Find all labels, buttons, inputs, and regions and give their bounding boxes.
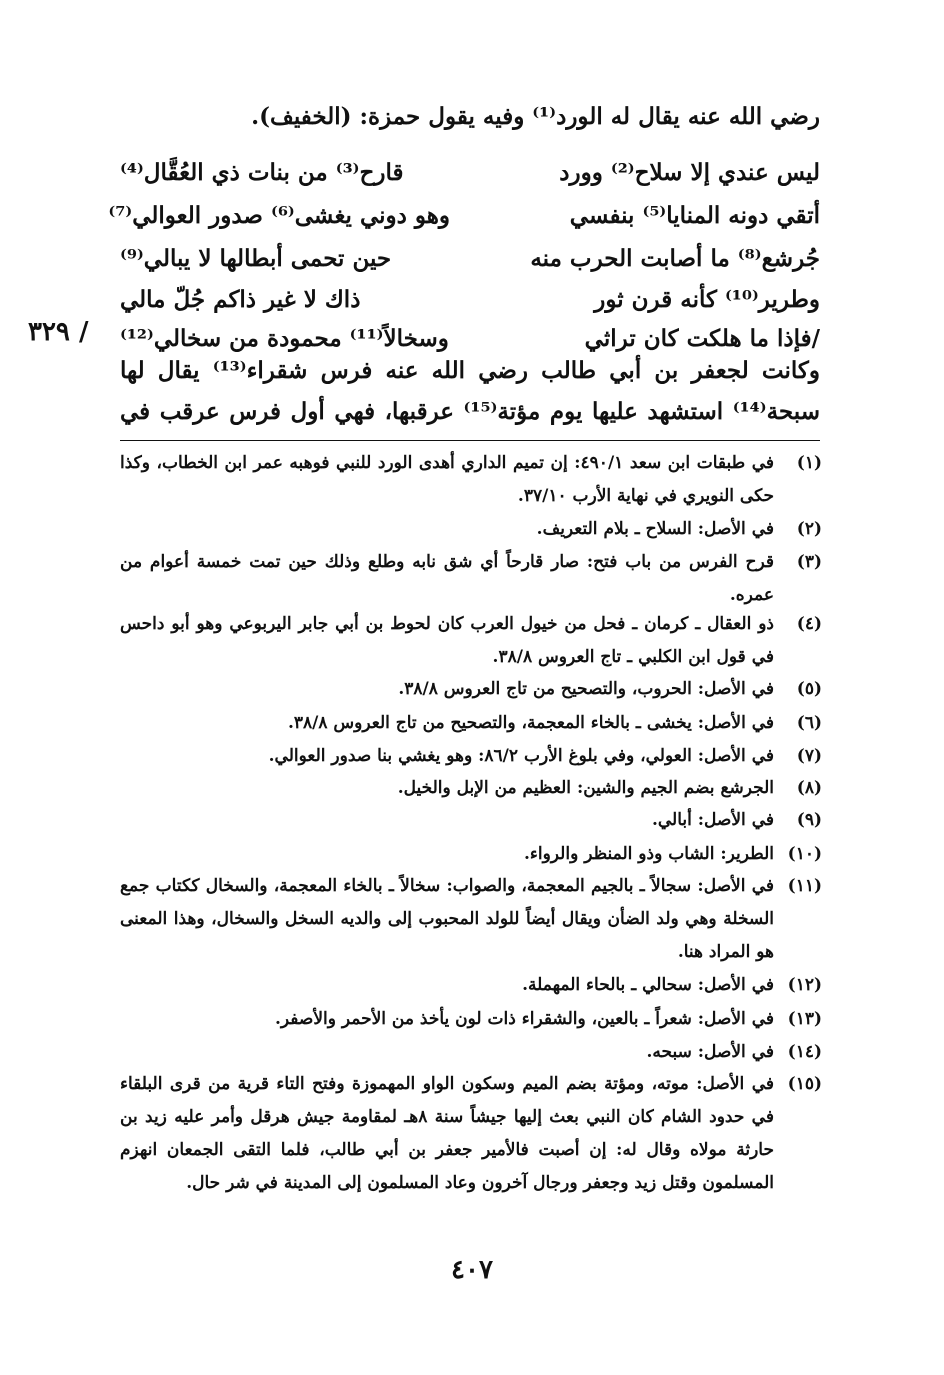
verse-line [120,238,820,278]
footnote-number: (٢) [796,519,822,539]
verse-second-hemistich: حين تحمى أبطالها لا يبالي⁽⁹⁾ [120,244,392,272]
footnote-number: (٦) [796,713,822,733]
footnote [120,740,830,773]
footnote-text: في الأصل: السلاح ـ بلام التعريف. [536,519,774,539]
footnote [120,608,830,674]
footnote-number: (٧) [796,746,822,766]
footnote-number: (١٢) [787,975,822,995]
verse-first-hemistich: جُرشع⁽⁸⁾ ما أصابت الحرب منه [530,244,820,272]
verse-second-hemistich: وسخالاً⁽¹¹⁾ محمودة من سخالي⁽¹²⁾ [120,324,449,352]
footnote [120,673,830,706]
verse-line [120,152,820,192]
page-number: ٤٠٧ [451,1255,493,1285]
footnote [120,969,830,1002]
verse-line [120,318,820,358]
footnote-text: في الأصل: العولي، وفي بلوغ الأرب ٨٦/٢: وهو يغشي بنا صدور العوالي. [268,746,774,766]
footnote-text: في الأصل: الحروب، والتصحيح من تاج العروس ٣٨/٨. [398,679,774,699]
footnote-text: قرح الفرس من باب فتح: صار قارحاً أي شق نابه وطلع وذلك حين تمت خمسة أعوام من عمره. [120,552,774,605]
prose-line: سبحة⁽¹⁴⁾ استشهد عليها يوم مؤتة⁽¹⁵⁾ عرقبها، فهي أول فرس عرقب في [120,398,820,425]
footnote-number: (١٠) [787,844,822,864]
footnote-number: (٤) [796,614,822,634]
footnote-text: في الأصل: موته، ومؤتة بضم الميم وسكون الواو المهموزة وفتح التاء قرية من قرى البلقاء في حدود الشام كان النبي بعث إليها جيشاً سنة ٨هـ لمقاومة جيش هرقل وأمر عليه زيد بن حارثة مولاه وقال له: إن أصبت فالأمير جعفر بن أبي طالب، فلما التقى الجمعان انهزم المسلمون وقتل زيد وجعفر ورجال آخرون وعاد المسلمون إلى المدينة في شر حال. [120,1074,774,1193]
footnote-number: (١٤) [787,1042,822,1062]
footnote [120,838,830,871]
footnote-text: في الأصل: سحالي ـ بالحاء المهملة. [522,975,774,995]
footnote-number: (١٣) [787,1009,822,1029]
footnote [120,1003,830,1036]
footnote [120,513,830,546]
footnote [120,447,830,513]
margin-page-reference: ٣٢٩ / [28,317,89,347]
footnote-number: (١٥) [787,1074,822,1094]
footnote-number: (٩) [796,810,822,830]
footnote-number: (٨) [796,778,822,798]
footnote-text: في الأصل: سبحه. [646,1042,774,1062]
prose-line: وكانت لجعفر بن أبي طالب رضي الله عنه فرس شقراء⁽¹³⁾ يقال لها [120,357,820,384]
footnote-text: في الأصل: أبالي. [651,810,774,830]
footnote [120,1068,830,1200]
footnote-text: في الأصل: سجالاً ـ بالجيم المعجمة، والصواب: سخالاً ـ بالخاء المعجمة، والسخال ككتاب جمع السخلة وهي ولد الضأن ويقال أيضاً للولد المحبوب إلى والديه السخل والسخال، وهذا المعنى هو المراد هنا. [120,876,774,962]
verse-line [120,279,820,319]
footnote-text: الجرشع بضم الجيم والشين: العظيم من الإبل والخيل. [397,778,774,798]
footnote-number: (١١) [787,876,822,896]
footnote-text: في الأصل: يخشى ـ بالخاء المعجمة، والتصحيح من تاج العروس ٣٨/٨. [287,713,774,733]
footnote [120,1036,830,1069]
footnote-text: ذو العقال ـ كرمان ـ فحل من خيول العرب كان لحوط بن أبي جابر اليربوعي وهو أبو داحس في قول ابن الكلبي ـ تاج العروس ٣٨/٨. [120,614,774,667]
verse-line [108,195,820,235]
footnote-text: الطرير: الشاب وذو المنظر والرواء. [523,844,774,864]
footnote [120,772,830,805]
verse-second-hemistich: ذاك لا غير ذاكم جُلّ مالي [120,285,361,313]
footnote-separator-rule [120,440,820,441]
footnote [120,870,830,969]
intro-line: رضي الله عنه يقال له الورد⁽¹⁾ وفيه يقول حمزة: (الخفيف). [251,103,820,130]
verse-first-hemistich: ليس عندي إلا سلاح⁽²⁾ وورد [559,158,820,186]
footnote-number: (٥) [796,679,822,699]
footnote-text: في طبقات ابن سعد ٤٩٠/١: إن تميم الداري أهدى الورد للنبي فوهبه عمر ابن الخطاب، وكذا حكى النويري في نهاية الأرب ٣٧/١٠. [120,453,774,506]
verse-first-hemistich: /فإذا ما هلكت كان تراثي [584,324,820,352]
footnote-number: (٣) [796,552,822,572]
footnote-text: في الأصل: شعراً ـ بالعين، والشقراء ذات لون يأخذ من الأحمر والأصفر. [275,1009,774,1029]
verse-first-hemistich: وطرير⁽¹⁰⁾ كأنه قرن ثور [594,285,820,313]
verse-first-hemistich: أتقي دونه المنايا⁽⁵⁾ بنفسي [569,201,820,229]
footnote [120,707,830,740]
verse-second-hemistich: وهو دوني يغشى⁽⁶⁾ صدور العوالي⁽⁷⁾ [108,201,450,229]
footnote [120,546,830,612]
verse-second-hemistich: قارح⁽³⁾ من بنات ذي العُقَّال⁽⁴⁾ [120,158,404,186]
footnote [120,804,830,837]
footnote-number: (١) [796,453,822,473]
